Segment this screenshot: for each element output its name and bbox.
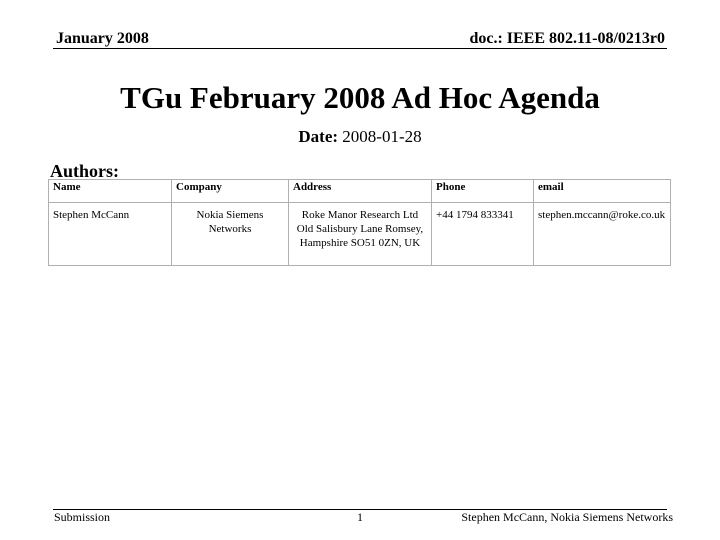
authors-header-row [49,180,671,203]
header-doc-id: doc.: IEEE 802.11-08/0213r0 [469,30,665,47]
date-label: Date: [298,127,339,146]
authors-label: Authors: [50,161,120,181]
column-header-email: email [534,180,671,203]
author-name: Stephen McCann [49,203,172,266]
page-number: 1 [357,510,363,524]
table-row [49,203,671,266]
header-divider [53,48,667,49]
column-header-company: Company [172,180,289,203]
footer-author: Stephen McCann, Nokia Siemens Networks [461,510,673,524]
header-date: January 2008 [56,30,149,47]
author-phone: +44 1794 833341 [432,203,534,266]
slide-title: TGu February 2008 Ad Hoc Agenda [120,80,600,115]
date-line [0,127,720,147]
column-header-phone: Phone [432,180,534,203]
date-value: 2008-01-28 [342,127,422,146]
column-header-name: Name [49,180,172,203]
author-company: Nokia Siemens Networks [172,203,289,266]
authors-table [48,179,671,266]
footer-submission: Submission [54,510,111,524]
author-address: Roke Manor Research Ltd Old Salisbury Lane Romsey, Hampshire SO51 0ZN, UK [289,203,432,266]
author-email: stephen.mccann@roke.co.uk [534,203,671,266]
column-header-address: Address [289,180,432,203]
